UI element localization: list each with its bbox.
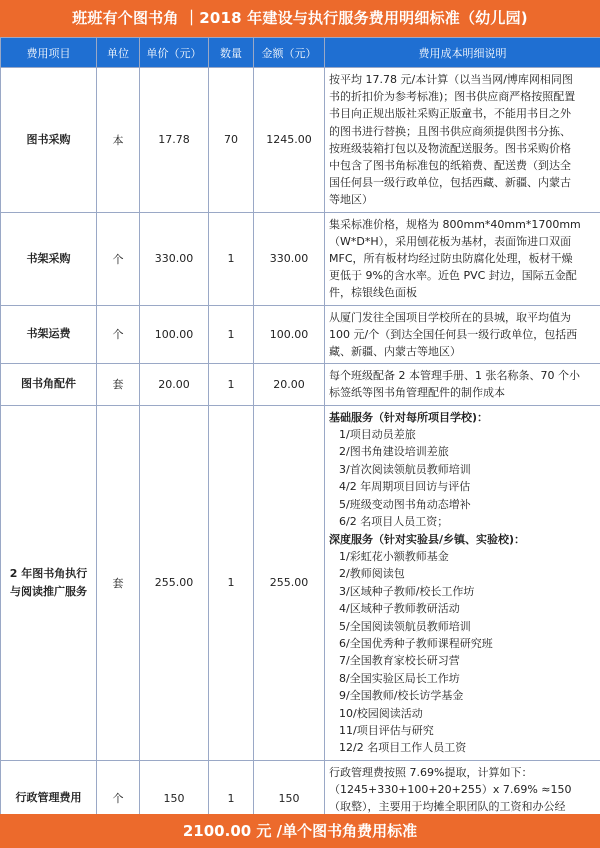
table-header-row: [1, 38, 600, 68]
row-price: 100.00: [140, 305, 209, 364]
row-name-line: 书架采购: [26, 251, 71, 265]
header-price: 单价（元）: [140, 38, 209, 68]
service-item: 4/2 年周期项目回访与评估: [339, 480, 471, 494]
row-name: [1, 68, 97, 213]
table-row: [1, 405, 600, 760]
row-amount: 100.00: [254, 305, 325, 364]
row-description: [325, 364, 600, 405]
desc-line: 100 元/个（到达全国任何县一级行政单位，包括西: [329, 327, 578, 341]
service-item: 2/教师阅读包: [339, 567, 405, 581]
desc-line: 集采标准价格，规格为 800mm*40mm*1700mm: [329, 217, 581, 231]
row-price: 17.78: [140, 68, 209, 213]
header-item: 费用项目: [1, 38, 97, 68]
header-qty: 数量: [209, 38, 254, 68]
desc-line: 件，棕银线色面板: [329, 286, 417, 300]
desc-line: 藏、新疆、内蒙古等地区）: [329, 345, 461, 359]
row-name-line: 书架运费: [26, 327, 71, 341]
desc-line: 中包含了图书角标准包的纸箱费、配送费（到达全: [329, 159, 571, 173]
row-name-line: 图书采购: [26, 132, 71, 146]
desc-line: 等地区）: [329, 193, 373, 207]
service-item: 5/全国阅读领航员教师培训: [339, 619, 471, 633]
row-price: 150: [140, 760, 209, 836]
desc-line: 的图书进行替换；且图书供应商须提供图书分拣、: [329, 124, 571, 138]
row-description: [325, 405, 600, 760]
desc-line: （取整），主要用于均摊全职团队的工资和办公经: [329, 800, 566, 814]
desc-line: 行政管理费按照 7.69%提取，计算如下：: [329, 765, 533, 779]
row-qty: 1: [209, 760, 254, 836]
desc-line: MFC，所有板材均经过防虫防腐化处理，板材干燥: [329, 252, 573, 266]
header-description: 费用成本明细说明: [325, 38, 600, 68]
row-amount: 330.00: [254, 212, 325, 305]
row-amount: 150: [254, 760, 325, 836]
desc-line: 按平均 17.78 元/本计算（以当当网/博库网相同图: [329, 73, 573, 86]
service-item: 7/全国教育家校长研习营: [339, 654, 460, 668]
service-item: 12/2 名项目工作人员工资: [339, 741, 467, 755]
desc-line: 书目向正规出版社采购正版童书，不能用书目之外: [329, 107, 571, 121]
row-name-line: 2 年图书角执行: [9, 566, 88, 580]
service-item: 3/首次阅读领航员教师培训: [339, 462, 471, 476]
desc-line: （1245+330+100+20+255）x 7.69% ≈150: [329, 782, 572, 796]
service-item: 6/全国优秀种子教师课程研究班: [339, 636, 493, 650]
desc-line: 从厦门发往全国项目学校所在的县城，取平均值为: [329, 310, 571, 324]
total-footer: 2100.00 元 /单个图书角费用标准: [0, 814, 600, 848]
row-name: [1, 212, 97, 305]
basic-service-title: 基础服务（针对每所项目学校)：: [329, 410, 489, 424]
row-description: [325, 68, 600, 213]
row-price: 330.00: [140, 212, 209, 305]
row-description: [325, 305, 600, 364]
service-item: 1/彩虹花小额教师基金: [339, 549, 449, 563]
row-qty: 1: [209, 405, 254, 760]
row-qty: 70: [209, 68, 254, 213]
row-description: [325, 212, 600, 305]
desc-line: 国任何县一级行政单位，包括西藏、新疆、内蒙古: [329, 176, 571, 190]
row-name: [1, 305, 97, 364]
desc-line: （W*D*H），采用刨花板为基材，表面饰进口双面: [329, 234, 572, 248]
row-name: [1, 405, 97, 760]
row-unit: 本: [97, 68, 140, 213]
cost-table: [0, 37, 600, 837]
row-name-line: 行政管理费用: [15, 791, 82, 805]
table-row: [1, 305, 600, 364]
desc-line: 更低于 9%的含水率。近色 PVC 封边，国际五金配: [329, 269, 577, 283]
desc-line: 标签纸等图书角管理配件的制作成本: [329, 386, 505, 400]
header-amount: 金额（元）: [254, 38, 325, 68]
row-unit: 个: [97, 760, 140, 836]
row-price: 255.00: [140, 405, 209, 760]
row-amount: 1245.00: [254, 68, 325, 213]
page-title: 班班有个图书角 ｜2018 年建设与执行服务费用明细标准（幼儿园): [0, 0, 600, 37]
service-item: 10/校园阅读活动: [339, 706, 423, 720]
service-item: 11/项目评估与研究: [339, 723, 434, 737]
row-qty: 1: [209, 212, 254, 305]
row-amount: 20.00: [254, 364, 325, 405]
desc-line: 按班级装箱打包以及物流配送服务。图书采购价格: [329, 141, 571, 155]
deep-service-title: 深度服务（针对实验县/乡镇、实验校)：: [329, 532, 526, 546]
row-unit: 套: [97, 364, 140, 405]
row-unit: 个: [97, 212, 140, 305]
row-qty: 1: [209, 364, 254, 405]
service-item: 6/2 名项目人员工资；: [339, 515, 449, 529]
row-unit: 套: [97, 405, 140, 760]
service-item: 8/全国实验区局长工作坊: [339, 671, 460, 685]
service-item: 1/项目动员差旅: [339, 428, 416, 442]
service-item: 9/全国教师/校长访学基金: [339, 689, 464, 703]
row-name-line: 与阅读推广服务: [10, 584, 87, 598]
desc-line: 每个班级配备 2 本管理手册、1 张名称条、70 个小: [329, 369, 580, 383]
service-item: 4/区域种子教师教研活动: [339, 602, 460, 616]
table-row: [1, 364, 600, 405]
row-price: 20.00: [140, 364, 209, 405]
row-name-line: 图书角配件: [21, 377, 76, 391]
desc-line: 书的折扣价为参考标准)；图书供应商严格按照配置: [329, 90, 576, 104]
row-name: [1, 364, 97, 405]
service-item: 2/图书角建设培训差旅: [339, 445, 449, 459]
service-item: 5/班级变动图书角动态增补: [339, 497, 471, 511]
header-unit: 单位: [97, 38, 140, 68]
row-amount: 255.00: [254, 405, 325, 760]
service-item: 3/区域种子教师/校长工作坊: [339, 584, 475, 598]
row-qty: 1: [209, 305, 254, 364]
table-row: [1, 68, 600, 213]
row-unit: 个: [97, 305, 140, 364]
table-row: [1, 212, 600, 305]
